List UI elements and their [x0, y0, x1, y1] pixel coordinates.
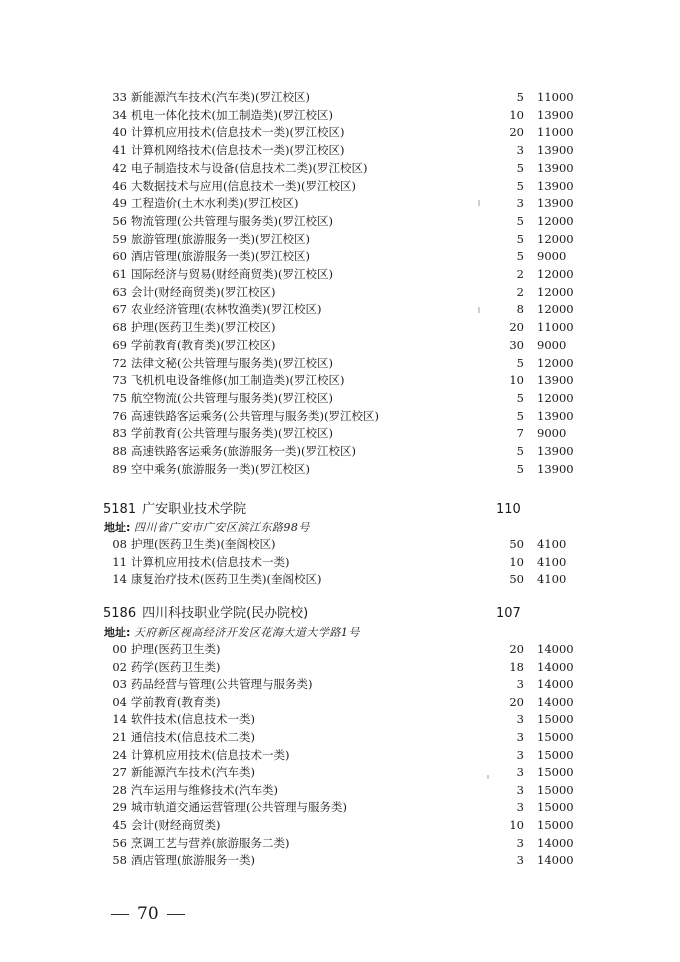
tuition-fee: 13900: [537, 373, 574, 388]
program-row: [105, 781, 575, 799]
program-row: [105, 230, 575, 248]
school-code: 5186: [103, 606, 137, 621]
program-code: 11: [112, 554, 127, 569]
program-name: 大数据技术与应用(信息技术一类)(罗江校区): [131, 178, 356, 193]
tuition-fee: 12000: [537, 355, 574, 370]
school-header-5181: [103, 500, 573, 520]
program-row: [105, 283, 575, 301]
program-code: 28: [112, 782, 127, 797]
program-row: [105, 371, 575, 389]
program-row: [105, 123, 575, 141]
plan-count: 3: [516, 800, 524, 815]
program-row: [105, 816, 575, 834]
program-name: 软件技术(信息技术一类): [131, 712, 255, 727]
school-name: 广安职业技术学院: [142, 502, 247, 517]
plan-count: 5: [516, 178, 524, 193]
tuition-fee: 11000: [537, 125, 574, 140]
plan-count: 3: [516, 747, 524, 762]
tuition-fee: 15000: [537, 747, 574, 762]
school-code: 5181: [103, 502, 137, 517]
scan-speck: [478, 200, 480, 206]
tuition-fee: 9000: [537, 249, 567, 264]
plan-count: 7: [516, 426, 524, 441]
program-name: 护理(医药卫生类)(奎阁校区): [131, 537, 276, 551]
program-code: 88: [112, 444, 127, 458]
program-code: 33: [112, 90, 127, 104]
plan-count: 3: [516, 712, 524, 727]
tuition-fee: 13900: [537, 107, 574, 122]
plan-count: 10: [509, 818, 524, 832]
tuition-fee: 11000: [537, 320, 574, 335]
program-row: [105, 710, 575, 728]
tuition-fee: 15000: [537, 712, 574, 727]
program-row: [105, 389, 575, 407]
program-code: 75: [112, 390, 127, 405]
program-name: 酒店管理(旅游服务一类): [131, 853, 255, 868]
scan-speck: [478, 307, 480, 313]
plan-count: 5: [516, 213, 524, 228]
program-code: 21: [112, 730, 127, 744]
program-code: 67: [112, 302, 127, 317]
program-row: [105, 640, 575, 658]
school-total-plan: 107: [496, 606, 521, 621]
program-row: [105, 675, 575, 693]
program-code: 56: [112, 213, 127, 228]
program-name: 飞机机电设备维修(加工制造类)(罗江校区): [131, 373, 345, 388]
program-row: [105, 763, 575, 781]
tuition-fee: 9000: [537, 337, 567, 352]
plan-count: 5: [516, 461, 524, 476]
plan-count: 50: [509, 537, 524, 551]
program-row: [105, 336, 575, 354]
program-name: 城市轨道交通运营管理(公共管理与服务类): [131, 800, 347, 815]
program-row: [105, 535, 575, 553]
tuition-fee: 14000: [537, 853, 574, 868]
program-name: 计算机应用技术(信息技术一类): [131, 747, 290, 762]
tuition-fee: 14000: [537, 694, 574, 709]
plan-count: 20: [509, 694, 524, 709]
program-name: 汽车运用与维修技术(汽车类): [131, 782, 278, 797]
program-code: 83: [112, 426, 127, 441]
page-footer: [103, 900, 193, 928]
plan-count: 5: [516, 90, 524, 104]
program-row: [105, 265, 575, 283]
program-name: 护理(医药卫生类)(罗江校区): [131, 320, 276, 335]
program-code: 04: [112, 694, 127, 709]
school-header-5186: [103, 604, 573, 624]
program-name: 康复治疗技术(医药卫生类)(奎阁校区): [131, 572, 322, 586]
program-name: 烹调工艺与营养(旅游服务二类): [131, 835, 290, 850]
program-code: 89: [112, 461, 127, 476]
school-address-5186: [104, 625, 360, 641]
program-name: 学前教育(公共管理与服务类)(罗江校区): [131, 426, 333, 441]
program-code: 58: [112, 853, 127, 868]
plan-count: 8: [516, 302, 524, 317]
tuition-fee: 12000: [537, 231, 574, 246]
plan-count: 5: [516, 444, 524, 458]
program-name: 学前教育(教育类): [131, 694, 221, 709]
program-name: 空中乘务(旅游服务一类)(罗江校区): [131, 461, 310, 476]
program-code: 24: [112, 747, 127, 762]
tuition-fee: 13900: [537, 178, 574, 193]
program-code: 29: [112, 800, 127, 815]
program-row: [105, 300, 575, 318]
program-row: [105, 746, 575, 764]
tuition-fee: 15000: [537, 818, 574, 832]
plan-count: 5: [516, 355, 524, 370]
program-row: [105, 318, 575, 336]
address-text: 天府新区视高经济开发区花海大道大学路1号: [133, 626, 360, 639]
program-row: [105, 247, 575, 265]
program-name: 计算机网络技术(信息技术一类)(罗江校区): [131, 143, 345, 158]
plan-count: 30: [509, 337, 524, 352]
program-code: 14: [112, 572, 127, 586]
program-name: 高速铁路客运乘务(旅游服务一类)(罗江校区): [131, 444, 356, 458]
tuition-fee: 13900: [537, 143, 574, 158]
program-row: [105, 354, 575, 372]
program-row: [105, 424, 575, 442]
program-name: 酒店管理(旅游服务一类)(罗江校区): [131, 249, 310, 264]
program-code: 59: [112, 231, 127, 246]
plan-count: 3: [516, 782, 524, 797]
tuition-fee: 15000: [537, 782, 574, 797]
program-row: [105, 88, 575, 106]
tuition-fee: 15000: [537, 730, 574, 744]
plan-count: 10: [509, 107, 524, 122]
plan-count: 3: [516, 143, 524, 158]
program-row: [105, 407, 575, 425]
program-row: [105, 834, 575, 852]
program-code: 73: [112, 373, 127, 388]
program-row: [105, 693, 575, 711]
tuition-fee: 13900: [537, 461, 574, 476]
tuition-fee: 14000: [537, 835, 574, 850]
program-code: 41: [112, 143, 127, 158]
school-total-plan: 110: [496, 502, 521, 517]
program-code: 42: [112, 160, 127, 175]
program-name: 药学(医药卫生类): [131, 659, 221, 674]
program-name: 机电一体化技术(加工制造类)(罗江校区): [131, 107, 333, 122]
scan-speck: [487, 775, 489, 779]
program-code: 61: [112, 267, 127, 281]
program-name: 物流管理(公共管理与服务类)(罗江校区): [131, 213, 333, 228]
program-name: 高速铁路客运乘务(公共管理与服务类)(罗江校区): [131, 408, 379, 423]
program-row: [105, 159, 575, 177]
program-name: 会计(财经商贸类)(罗江校区): [131, 284, 276, 299]
program-row: [105, 141, 575, 159]
program-name: 通信技术(信息技术二类): [131, 730, 255, 744]
program-code: 56: [112, 835, 127, 850]
plan-count: 2: [516, 267, 524, 281]
program-code: 60: [112, 249, 127, 264]
plan-count: 3: [516, 677, 524, 692]
program-row: [105, 728, 575, 746]
tuition-fee: 12000: [537, 213, 574, 228]
tuition-fee: 11000: [537, 90, 574, 104]
tuition-fee: 4100: [537, 572, 567, 586]
program-row: [105, 460, 575, 478]
program-code: 72: [112, 355, 127, 370]
program-code: 40: [112, 125, 127, 140]
plan-count: 5: [516, 231, 524, 246]
plan-count: 2: [516, 284, 524, 299]
program-code: 69: [112, 337, 127, 352]
school-name: 四川科技职业学院(民办院校): [142, 606, 309, 621]
program-code: 76: [112, 408, 127, 423]
program-name: 电子制造技术与设备(信息技术二类)(罗江校区): [131, 160, 368, 175]
plan-count: 20: [509, 642, 524, 656]
plan-count: 5: [516, 249, 524, 264]
program-code: 08: [112, 537, 127, 551]
tuition-fee: 12000: [537, 390, 574, 405]
program-name: 护理(医药卫生类): [131, 642, 221, 656]
program-code: 00: [112, 642, 127, 656]
tuition-fee: 15000: [537, 765, 574, 780]
program-code: 27: [112, 765, 127, 780]
tuition-fee: 13900: [537, 408, 574, 423]
plan-count: 10: [509, 373, 524, 388]
plan-count: 3: [516, 196, 524, 211]
plan-count: 5: [516, 160, 524, 175]
plan-count: 20: [509, 125, 524, 140]
program-name: 旅游管理(旅游服务一类)(罗江校区): [131, 231, 310, 246]
program-code: 34: [112, 107, 127, 122]
plan-count: 18: [509, 659, 524, 674]
program-code: 46: [112, 178, 127, 193]
school-address-5181: [104, 520, 310, 536]
program-name: 工程造价(土木水利类)(罗江校区): [131, 196, 299, 211]
program-code: 14: [112, 712, 127, 727]
program-row: [105, 570, 575, 588]
program-name: 农业经济管理(农林牧渔类)(罗江校区): [131, 302, 322, 317]
tuition-fee: 13900: [537, 160, 574, 175]
tuition-fee: 15000: [537, 800, 574, 815]
address-label: 地址:: [104, 521, 131, 534]
program-row: [105, 442, 575, 460]
tuition-fee: 9000: [537, 426, 567, 441]
program-name: 航空物流(公共管理与服务类)(罗江校区): [131, 390, 333, 405]
plan-count: 20: [509, 320, 524, 335]
tuition-fee: 13900: [537, 196, 574, 211]
tuition-fee: 14000: [537, 659, 574, 674]
page-number: 70: [137, 904, 159, 924]
tuition-fee: 4100: [537, 554, 567, 569]
plan-count: 5: [516, 390, 524, 405]
plan-count: 3: [516, 835, 524, 850]
program-name: 国际经济与贸易(财经商贸类)(罗江校区): [131, 267, 333, 281]
plan-count: 3: [516, 730, 524, 744]
program-code: 02: [112, 659, 127, 674]
tuition-fee: 4100: [537, 537, 567, 551]
program-name: 药品经营与管理(公共管理与服务类): [131, 677, 313, 692]
program-name: 法律文秘(公共管理与服务类)(罗江校区): [131, 355, 333, 370]
tuition-fee: 14000: [537, 677, 574, 692]
program-row: [105, 177, 575, 195]
address-label: 地址:: [104, 626, 131, 639]
footer-dash-left: [111, 914, 129, 915]
plan-count: 3: [516, 853, 524, 868]
plan-count: 50: [509, 572, 524, 586]
tuition-fee: 13900: [537, 444, 574, 458]
footer-dash-right: [167, 914, 185, 915]
program-name: 会计(财经商贸类): [131, 818, 221, 832]
program-code: 63: [112, 284, 127, 299]
tuition-fee: 12000: [537, 302, 574, 317]
plan-count: 5: [516, 408, 524, 423]
program-code: 68: [112, 320, 127, 335]
program-row: [105, 658, 575, 676]
program-row: [105, 212, 575, 230]
program-code: 45: [112, 818, 127, 832]
program-row: [105, 106, 575, 124]
plan-count: 3: [516, 765, 524, 780]
program-row: [105, 798, 575, 816]
tuition-fee: 12000: [537, 267, 574, 281]
program-name: 计算机应用技术(信息技术一类): [131, 554, 290, 569]
tuition-fee: 12000: [537, 284, 574, 299]
program-name: 计算机应用技术(信息技术一类)(罗江校区): [131, 125, 345, 140]
program-row: [105, 553, 575, 571]
address-text: 四川省广安市广安区滨江东路98号: [133, 521, 310, 534]
program-row: [105, 851, 575, 869]
program-name: 新能源汽车技术(汽车类)(罗江校区): [131, 90, 310, 104]
tuition-fee: 14000: [537, 642, 574, 656]
plan-count: 10: [509, 554, 524, 569]
program-code: 03: [112, 677, 127, 692]
program-name: 新能源汽车技术(汽车类): [131, 765, 255, 780]
program-row: [105, 194, 575, 212]
program-name: 学前教育(教育类)(罗江校区): [131, 337, 276, 352]
program-code: 49: [112, 196, 127, 211]
